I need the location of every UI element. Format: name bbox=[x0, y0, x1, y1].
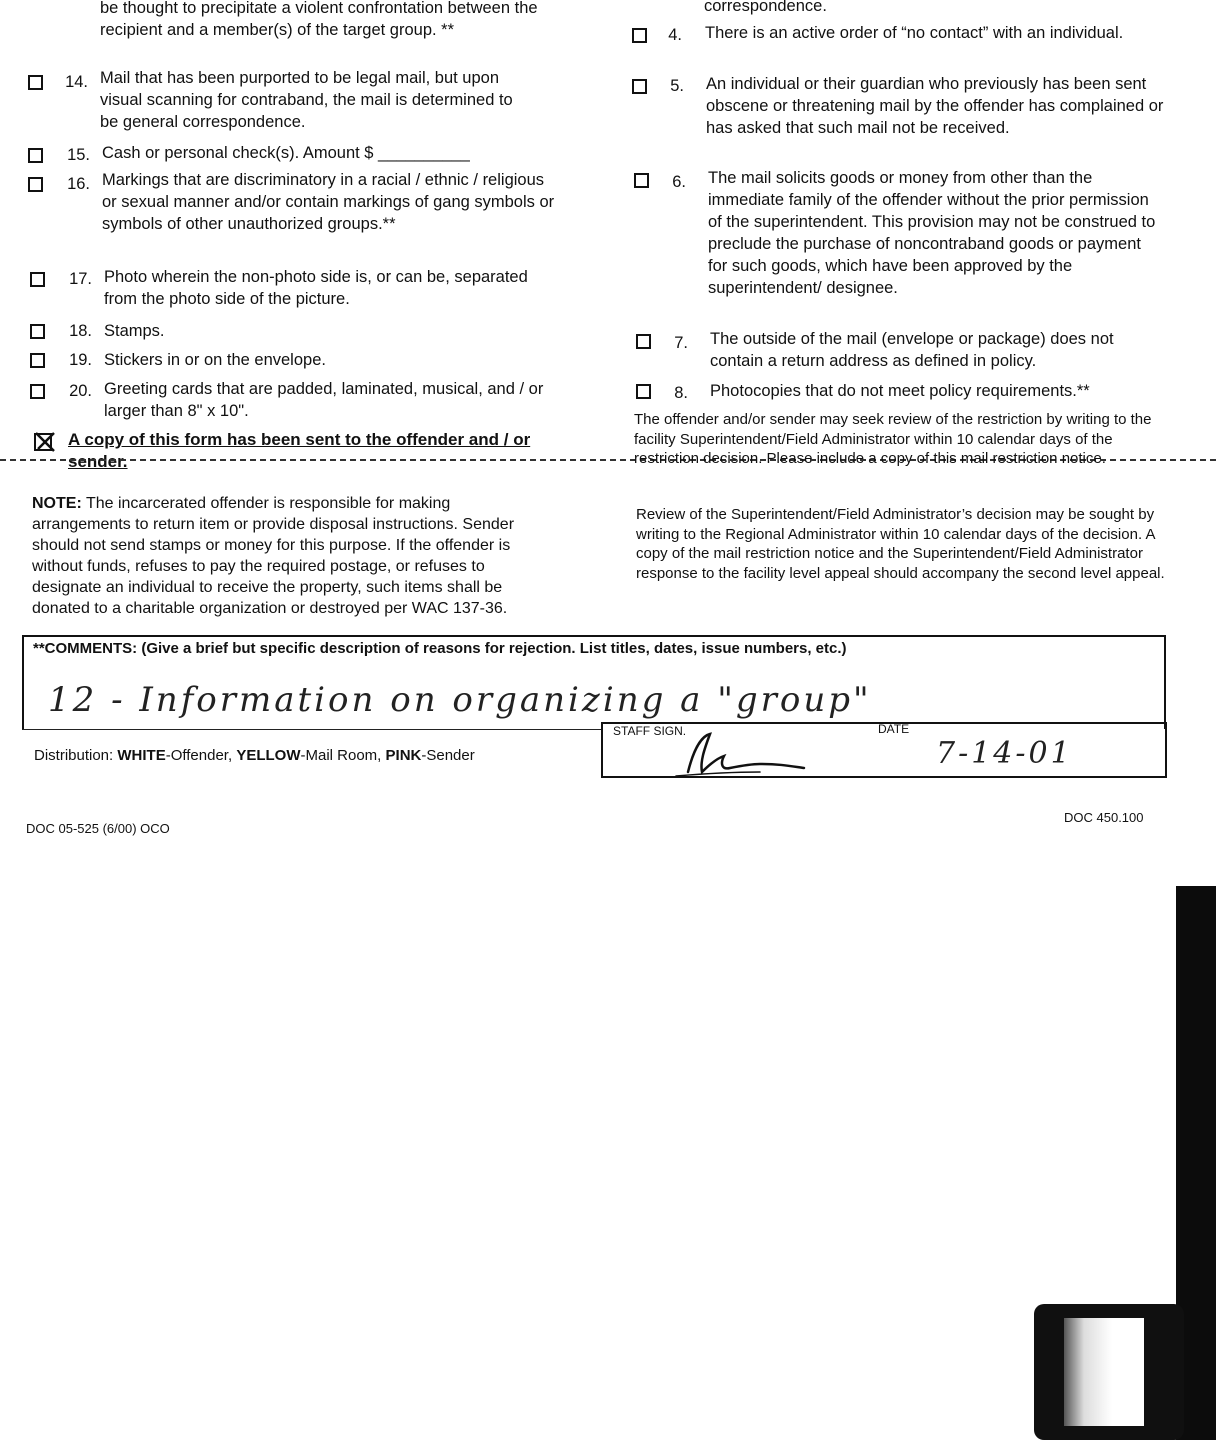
footer-policy-code: DOC 450.100 bbox=[1064, 810, 1144, 825]
checkbox-item-4[interactable] bbox=[632, 28, 647, 43]
checkbox-item-7[interactable] bbox=[636, 334, 651, 349]
checkbox-item-14[interactable] bbox=[28, 75, 43, 90]
scan-artifact-block bbox=[1034, 1304, 1184, 1440]
review-paragraph-1: The offender and/or sender may seek review of the restriction by writing to the facility Superintendent/Field Administrator within 10 calendar days of the restriction decision. Please include a copy of this mail restriction notice. bbox=[634, 411, 1152, 467]
item-18-number: 18. bbox=[69, 322, 92, 340]
left-item-20: Greeting cards that are padded, laminated, musical, and / or larger than 8" x 10". bbox=[104, 380, 544, 420]
left-item-18: Stamps. bbox=[104, 322, 165, 340]
item-5-number: 5. bbox=[670, 77, 684, 95]
item-20-number: 20. bbox=[69, 382, 92, 400]
review-paragraph-2: Review of the Superintendent/Field Administrator’s decision may be sought by writing to the Regional Administrator within 10 calendar days of the decision. A copy of the mail restriction notice and the Superintendent/Field Administrator response to the facility level appeal should accompany the second level appeal. bbox=[636, 506, 1165, 582]
check-x-icon bbox=[34, 431, 56, 453]
right-item-4: There is an active order of “no contact” with an individual. bbox=[705, 24, 1124, 42]
scan-artifact-inner bbox=[1064, 1318, 1144, 1426]
footer-form-code: DOC 05-525 (6/00) OCO bbox=[26, 821, 170, 836]
item-19-number: 19. bbox=[69, 351, 92, 369]
left-item-16: Markings that are discriminatory in a racial / ethnic / religious or sexual manner and/or contain markings of gang symbols or symbols of other unauthorized groups.** bbox=[102, 171, 555, 233]
right-item-6: The mail solicits goods or money from other than the immediate family of the offender without the prior permission of the superintendent. This provision may not be construed to preclude the purchase of noncontraband goods or payment for such goods, which have been approved by the superintendent/ designee. bbox=[708, 169, 1156, 297]
distribution-yellow-desc: -Mail Room, bbox=[300, 747, 382, 764]
right-item-7: The outside of the mail (envelope or package) does not contain a return address as defined in policy. bbox=[710, 330, 1114, 370]
item-15-number: 15. bbox=[67, 146, 90, 164]
item-8-number: 8. bbox=[674, 384, 688, 402]
distribution-pink: PINK bbox=[385, 747, 422, 764]
checkbox-copy-sent[interactable] bbox=[34, 433, 52, 451]
copy-sent-statement: A copy of this form has been sent to the offender and / or sender. bbox=[68, 430, 531, 471]
item-16-number: 16. bbox=[67, 175, 90, 193]
left-item-13-continued: be thought to precipitate a violent confrontation between the recipient and a member(s) of the target group. ** bbox=[100, 0, 538, 39]
item-14-number: 14. bbox=[65, 73, 88, 91]
comments-handwritten[interactable]: 12 - Information on organizing a "group" bbox=[48, 680, 872, 720]
distribution-pink-desc: -Sender bbox=[421, 747, 475, 764]
distribution-line bbox=[34, 746, 475, 766]
checkbox-item-16[interactable] bbox=[28, 177, 43, 192]
left-item-17: Photo wherein the non-photo side is, or can be, separated from the photo side of the picture. bbox=[104, 268, 528, 308]
date-handwritten[interactable]: 7-14-01 bbox=[936, 736, 1073, 771]
distribution-white-desc: -Offender, bbox=[165, 747, 233, 764]
left-item-14: Mail that has been purported to be legal mail, but upon visual scanning for contraband, the mail is determined to be general correspondence. bbox=[100, 69, 513, 131]
distribution-yellow: YELLOW bbox=[236, 747, 301, 764]
staff-sign-label: STAFF SIGN. bbox=[613, 724, 687, 738]
item-6-number: 6. bbox=[672, 173, 686, 191]
note-paragraph bbox=[32, 493, 552, 619]
right-item-5: An individual or their guardian who previously has been sent obscene or threatening mail by the offender has complained or has asked that such mail not be received. bbox=[706, 75, 1164, 137]
left-item-19: Stickers in or on the envelope. bbox=[104, 351, 326, 369]
staff-signature[interactable] bbox=[640, 728, 840, 780]
left-item-15: Cash or personal check(s). Amount $ __________ bbox=[102, 144, 470, 162]
checkbox-item-18[interactable] bbox=[30, 324, 45, 339]
checkbox-item-17[interactable] bbox=[30, 272, 45, 287]
checkbox-item-20[interactable] bbox=[30, 384, 45, 399]
comments-label: **COMMENTS: (Give a brief but specific description of reasons for rejection. List titles, dates, issue numbers, etc.) bbox=[33, 640, 847, 657]
checkbox-item-19[interactable] bbox=[30, 353, 45, 368]
note-label: NOTE: bbox=[32, 495, 82, 512]
checkbox-item-8[interactable] bbox=[636, 384, 651, 399]
distribution-white: WHITE bbox=[117, 747, 166, 764]
checkbox-item-6[interactable] bbox=[634, 173, 649, 188]
item-7-number: 7. bbox=[674, 334, 688, 352]
distribution-label: Distribution: bbox=[34, 747, 114, 764]
checkbox-item-15[interactable] bbox=[28, 148, 43, 163]
item-4-number: 4. bbox=[668, 26, 682, 44]
right-item-3-continued: correspondence. bbox=[704, 0, 827, 15]
note-text: The incarcerated offender is responsible for making arrangements to return item or provide disposal instructions. Sender should not send stamps or money for this purpose. If the offender is without funds, refuses to pay the required postage, or refuses to designate an individual to receive the property, such items shall be donated to a charitable organization or destroyed per WAC 137-36. bbox=[32, 495, 515, 617]
item-17-number: 17. bbox=[69, 270, 92, 288]
comments-bottom-rule bbox=[22, 729, 602, 730]
checkbox-item-5[interactable] bbox=[632, 79, 647, 94]
date-label: DATE bbox=[878, 722, 910, 736]
right-item-8: Photocopies that do not meet policy requirements.** bbox=[710, 382, 1090, 400]
